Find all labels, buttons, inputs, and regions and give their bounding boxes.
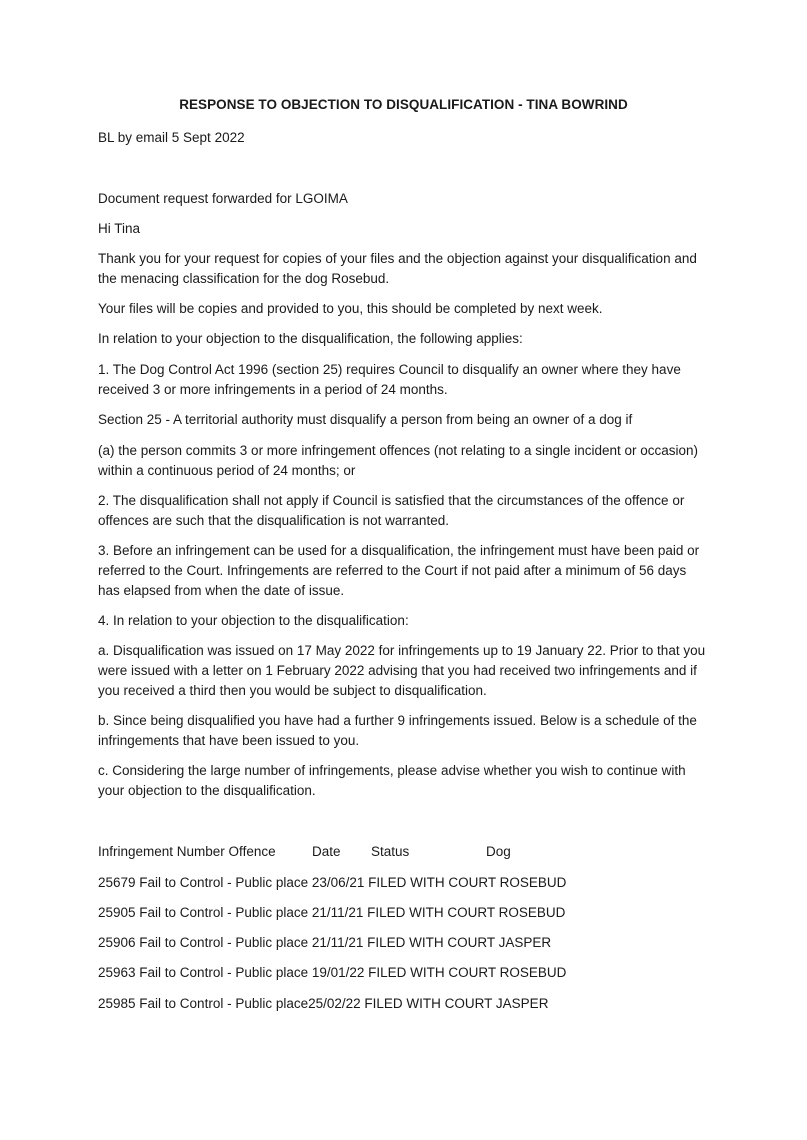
document-title: RESPONSE TO OBJECTION TO DISQUALIFICATION - TINA BOWRIND — [179, 97, 628, 112]
paragraph: b. Since being disqualified you have had a further 9 infringements issued. Below is a schedule of the infringements that have been issued to you. — [98, 713, 697, 748]
paragraph: 1. The Dog Control Act 1996 (section 25) requires Council to disqualify an owner where they have received 3 or more infringements in a period of 24 months. — [98, 362, 681, 397]
forward-line: Document request forwarded for LGOIMA — [98, 191, 348, 206]
paragraph: c. Considering the large number of infringements, please advise whether you wish to continue with your objection to the disqualification. — [98, 763, 686, 798]
header-date: Date — [312, 844, 341, 859]
paragraph: Section 25 - A territorial authority must disqualify a person from being an owner of a dog if — [98, 412, 633, 427]
table-row-text: 25906 Fail to Control - Public place 21/11/21 FILED WITH COURT JASPER — [98, 935, 552, 950]
paragraph: 2. The disqualification shall not apply if Council is satisfied that the circumstances of the offence or offences are such that the disqualification is not warranted. — [98, 493, 685, 528]
sent-line: BL by email 5 Sept 2022 — [98, 130, 245, 145]
paragraph: Thank you for your request for copies of your files and the objection against your disqualification and the menacing classification for the dog Rosebud. — [98, 251, 697, 286]
greeting: Hi Tina — [98, 221, 141, 236]
table-row-text: 25963 Fail to Control - Public place 19/01/22 FILED WITH COURT ROSEBUD — [98, 965, 567, 980]
paragraph: (a) the person commits 3 or more infringement offences (not relating to a single incident or occasion) within a continuous period of 24 months; or — [98, 443, 699, 478]
paragraph: In relation to your objection to the disqualification, the following applies: — [98, 331, 523, 346]
header-status: Status — [371, 844, 410, 859]
paragraph: 4. In relation to your objection to the disqualification: — [98, 613, 409, 628]
paragraph: Your files will be copies and provided to you, this should be completed by next week. — [98, 301, 603, 316]
paragraph: a. Disqualification was issued on 17 May 2022 for infringements up to 19 January 22. Prior to that you were issued with a letter on 1 February 2022 advising that you had received two infringements and if you received a third then you would be subject to disqualification. — [98, 643, 706, 698]
header-dog: Dog — [486, 844, 511, 859]
table-row-text: 25679 Fail to Control - Public place 23/06/21 FILED WITH COURT ROSEBUD — [98, 875, 567, 890]
header-infringement-offence: Infringement Number Offence — [98, 844, 276, 859]
table-row-text: 25905 Fail to Control - Public place 21/11/21 FILED WITH COURT ROSEBUD — [98, 905, 566, 920]
paragraph: 3. Before an infringement can be used for a disqualification, the infringement must have been paid or referred to the Court. Infringements are referred to the Court if not paid after a minimum of 56 days has elapsed from when the date of issue. — [98, 543, 700, 598]
table-row-text: 25985 Fail to Control - Public place25/02/22 FILED WITH COURT JASPER — [98, 996, 549, 1011]
